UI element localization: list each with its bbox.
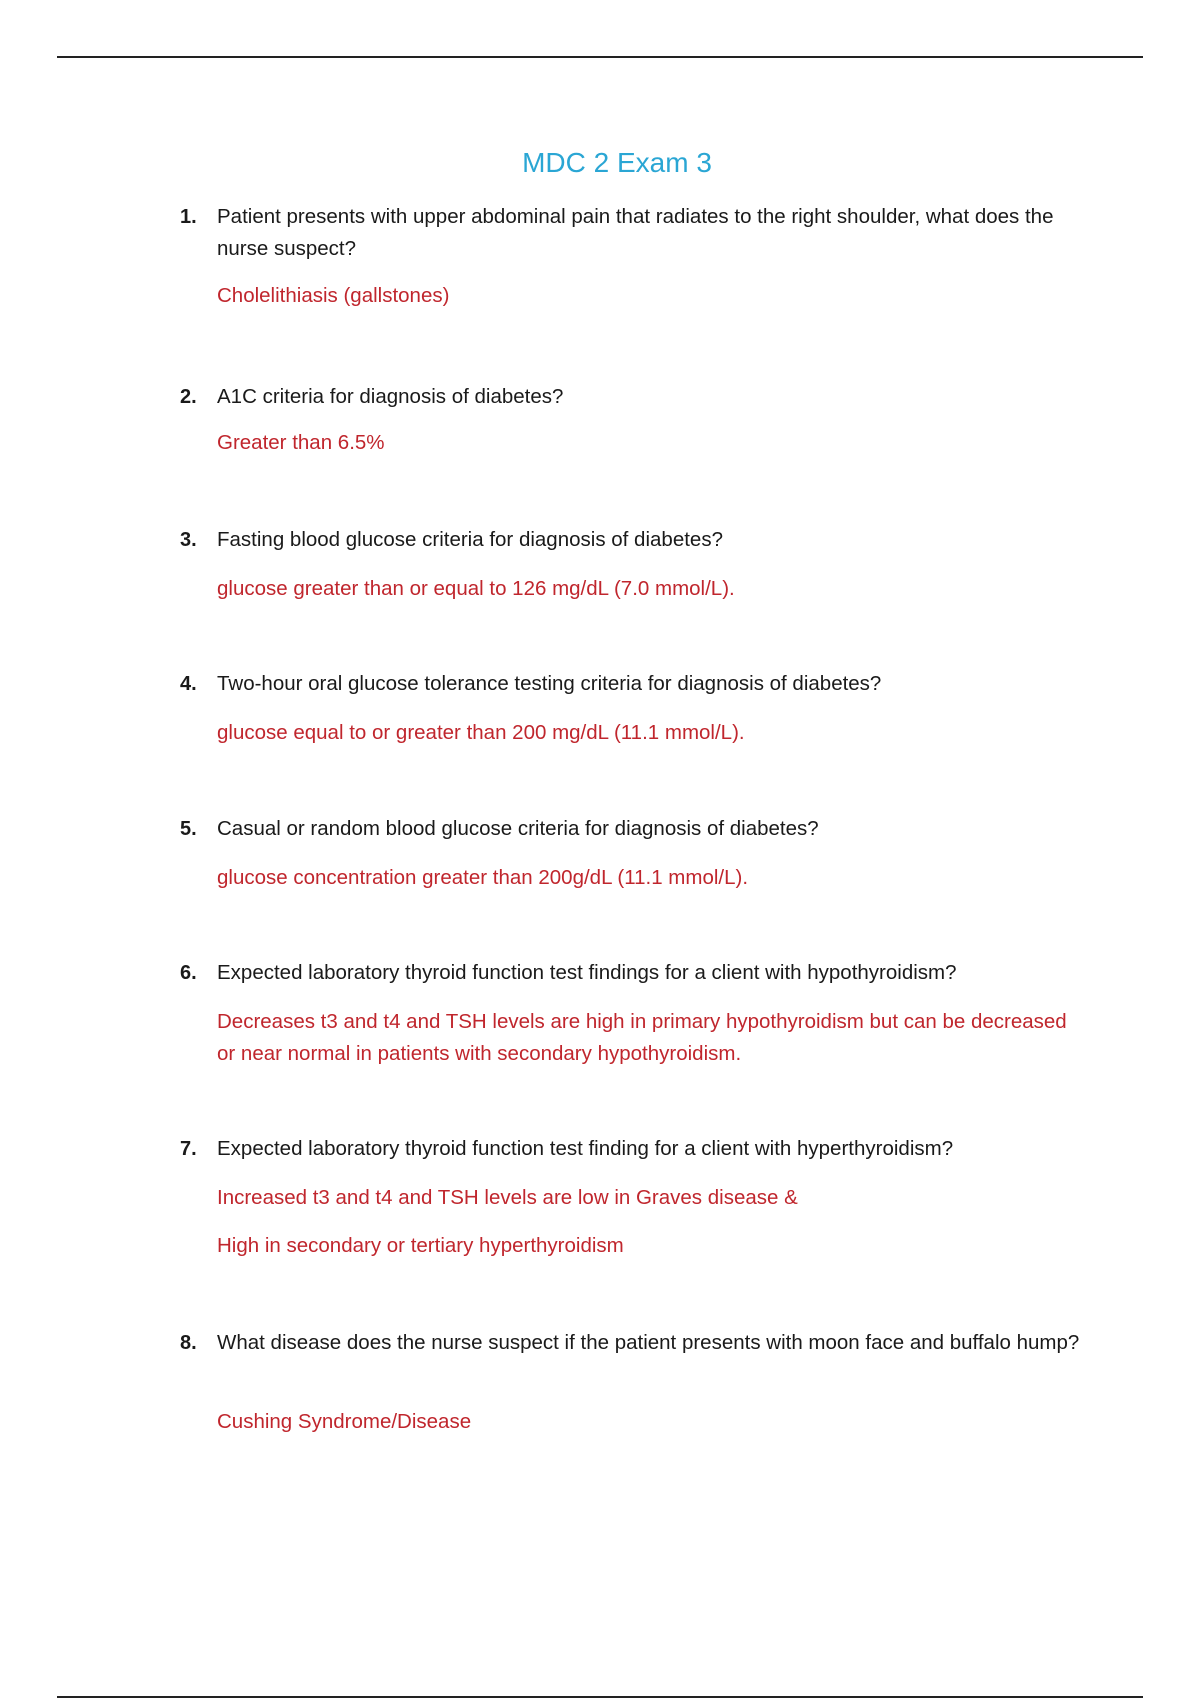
answer-text: Cushing Syndrome/Disease: [217, 1410, 472, 1433]
question-text: Expected laboratory thyroid function test findings for a client with hypothyroidism?: [217, 961, 957, 984]
question-number: 4.: [180, 673, 197, 695]
page-title: MDC 2 Exam 3: [522, 147, 712, 178]
question-number: 1.: [180, 206, 197, 228]
question-text: Casual or random blood glucose criteria for diagnosis of diabetes?: [217, 817, 819, 840]
question-text: Fasting blood glucose criteria for diagnosis of diabetes?: [217, 528, 723, 551]
answer-text: Increased t3 and t4 and TSH levels are low in Graves disease &: [217, 1186, 798, 1209]
question-text: Two-hour oral glucose tolerance testing criteria for diagnosis of diabetes?: [217, 672, 882, 695]
question-number: 6.: [180, 962, 197, 984]
answer-text: glucose greater than or equal to 126 mg/dL (7.0 mmol/L).: [217, 577, 735, 600]
answer-text: glucose equal to or greater than 200 mg/dL (11.1 mmol/L).: [217, 721, 745, 744]
answer-text: Greater than 6.5%: [217, 431, 385, 454]
question-number: 7.: [180, 1138, 197, 1160]
answer-text: Decreases t3 and t4 and TSH levels are high in primary hypothyroidism but can be decreased or near normal in patients with secondary hypothyroidism.: [217, 1010, 1067, 1065]
question-number: 8.: [180, 1332, 197, 1354]
question-text: Patient presents with upper abdominal pain that radiates to the right shoulder, what does the nurse suspect?: [217, 205, 1054, 260]
answer-text: Cholelithiasis (gallstones): [217, 284, 450, 307]
bottom-rule: [57, 1696, 1143, 1698]
question-text: What disease does the nurse suspect if the patient presents with moon face and buffalo hump?: [217, 1331, 1080, 1354]
question-number: 2.: [180, 386, 197, 408]
question-text: A1C criteria for diagnosis of diabetes?: [217, 385, 564, 408]
question-number: 3.: [180, 529, 197, 551]
question-text: Expected laboratory thyroid function test finding for a client with hyperthyroidism?: [217, 1137, 954, 1160]
answer-text: glucose concentration greater than 200g/dL (11.1 mmol/L).: [217, 866, 749, 889]
top-rule: [57, 56, 1143, 58]
question-number: 5.: [180, 818, 197, 840]
answer-text: High in secondary or tertiary hyperthyroidism: [217, 1234, 624, 1257]
